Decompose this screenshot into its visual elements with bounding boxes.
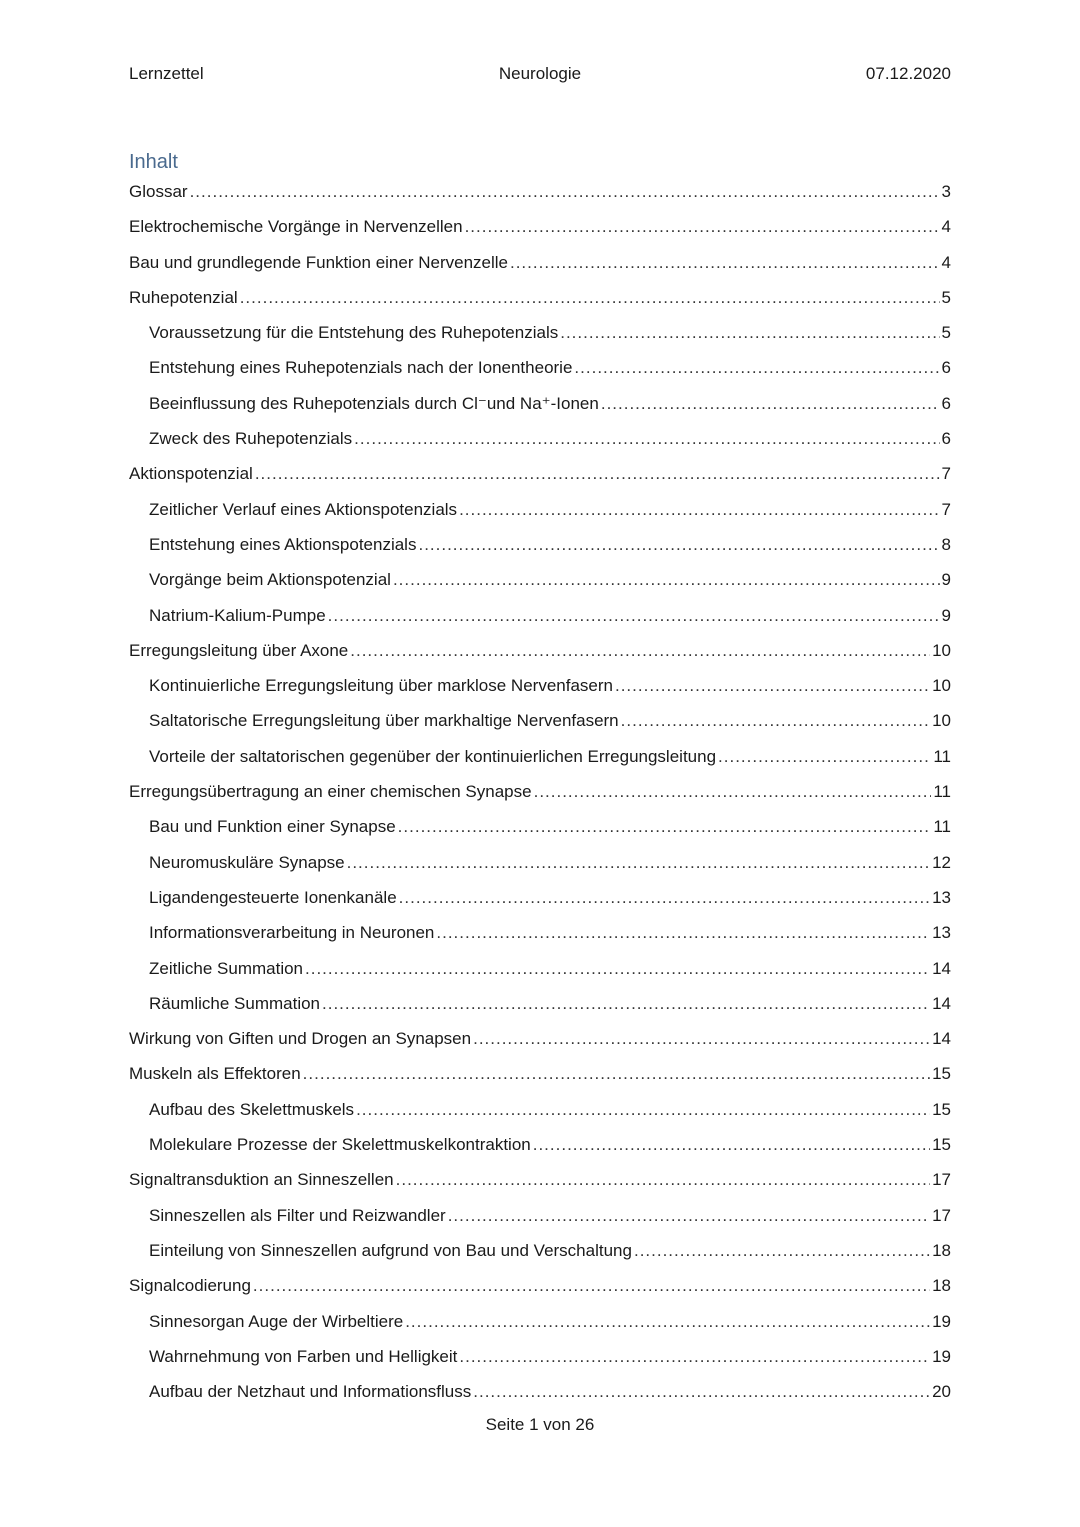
toc-entry-page-number: 14	[932, 993, 951, 1013]
toc-entry[interactable]	[129, 988, 951, 1023]
toc-dot-leader	[634, 1235, 930, 1267]
header-left-text: Lernzettel	[129, 64, 204, 83]
toc-dot-leader	[560, 317, 939, 349]
toc-entry-label: Neuromuskuläre Synapse	[149, 852, 345, 872]
toc-dot-leader	[448, 1200, 930, 1232]
toc-dot-leader	[459, 1341, 930, 1373]
toc-entry-page-number: 5	[941, 287, 951, 307]
toc-dot-leader	[621, 705, 930, 737]
toc-entry[interactable]	[129, 600, 951, 635]
toc-entry-page-number: 9	[941, 605, 951, 625]
toc-entry-page-number: 6	[941, 358, 951, 378]
header-date: 07.12.2020	[865, 64, 951, 83]
toc-entry[interactable]	[129, 1306, 951, 1341]
toc-entry-page-number: 17	[932, 1205, 951, 1225]
toc-entry-page-number: 12	[932, 852, 951, 872]
header-center-text: Neurologie	[498, 64, 582, 83]
toc-entry-label: Ruhepotenzial	[129, 287, 238, 307]
toc-entry-label: Muskeln als Effektoren	[129, 1064, 301, 1084]
toc-entry[interactable]	[129, 811, 951, 846]
toc-entry[interactable]	[129, 494, 951, 529]
toc-dot-leader	[718, 741, 931, 773]
toc-entry-label: Voraussetzung für die Entstehung des Ruhepotenzials	[149, 323, 559, 343]
toc-entry-label: Sinnesorgan Auge der Wirbeltiere	[149, 1311, 404, 1331]
toc-entry[interactable]	[129, 1129, 951, 1164]
toc-entry[interactable]	[129, 741, 951, 776]
toc-entry-page-number: 19	[932, 1346, 951, 1366]
toc-dot-leader	[399, 882, 930, 914]
toc-entry-page-number: 14	[932, 958, 951, 978]
toc-dot-leader	[510, 247, 940, 279]
toc-entry[interactable]	[129, 1235, 951, 1270]
toc-dot-leader	[436, 917, 930, 949]
toc-entry-page-number: 19	[932, 1311, 951, 1331]
table-of-contents	[129, 176, 951, 1411]
toc-entry-label: Aufbau der Netzhaut und Informationsfluss	[149, 1382, 472, 1402]
toc-entry-page-number: 8	[941, 534, 951, 554]
toc-entry[interactable]	[129, 1341, 951, 1376]
toc-entry-page-number: 13	[932, 887, 951, 907]
toc-entry-label: Zeitlicher Verlauf eines Aktionspotenzials	[149, 499, 458, 519]
toc-entry[interactable]	[129, 776, 951, 811]
toc-entry-page-number: 18	[932, 1240, 951, 1260]
toc-entry-label: Bau und Funktion einer Synapse	[149, 817, 396, 837]
toc-entry[interactable]	[129, 1023, 951, 1058]
toc-entry-label: Erregungsübertragung an einer chemischen Synapse	[129, 782, 532, 802]
toc-entry-page-number: 11	[933, 817, 951, 837]
toc-entry-page-number: 15	[932, 1135, 951, 1155]
toc-entry[interactable]	[129, 1164, 951, 1199]
toc-dot-leader	[574, 352, 939, 384]
toc-entry[interactable]	[129, 564, 951, 599]
toc-entry-label: Saltatorische Erregungsleitung über markhaltige Nervenfasern	[149, 711, 619, 731]
toc-entry-label: Aktionspotenzial	[129, 464, 253, 484]
toc-dot-leader	[255, 458, 940, 490]
toc-dot-leader	[473, 1376, 930, 1408]
toc-entry[interactable]	[129, 953, 951, 988]
toc-entry[interactable]	[129, 1058, 951, 1093]
toc-entry-label: Molekulare Prozesse der Skelettmuskelkontraktion	[149, 1135, 531, 1155]
toc-entry-label: Beeinflussung des Ruhepotenzials durch Cl⁻und Na⁺-Ionen	[149, 393, 599, 413]
toc-entry[interactable]	[129, 917, 951, 952]
toc-entry-label: Bau und grundlegende Funktion einer Nervenzelle	[129, 252, 508, 272]
toc-dot-leader	[473, 1023, 930, 1055]
toc-entry[interactable]	[129, 670, 951, 705]
toc-dot-leader	[354, 423, 939, 455]
toc-dot-leader	[393, 564, 940, 596]
toc-entry[interactable]	[129, 882, 951, 917]
toc-entry-page-number: 4	[941, 217, 951, 237]
toc-dot-leader	[303, 1058, 930, 1090]
toc-entry[interactable]	[129, 1376, 951, 1411]
toc-entry-page-number: 7	[941, 464, 951, 484]
toc-entry-page-number: 18	[932, 1276, 951, 1296]
toc-entry-label: Informationsverarbeitung in Neuronen	[149, 923, 435, 943]
toc-entry-page-number: 15	[932, 1064, 951, 1084]
toc-entry-page-number: 6	[941, 429, 951, 449]
toc-entry[interactable]	[129, 1200, 951, 1235]
toc-entry-label: Erregungsleitung über Axone	[129, 640, 349, 660]
toc-entry-page-number: 4	[941, 252, 951, 272]
toc-entry-label: Wahrnehmung von Farben und Helligkeit	[149, 1346, 458, 1366]
toc-entry[interactable]	[129, 529, 951, 564]
toc-entry-label: Entstehung eines Ruhepotenzials nach der Ionentheorie	[149, 358, 573, 378]
toc-dot-leader	[322, 988, 930, 1020]
toc-entry-label: Elektrochemische Vorgänge in Nervenzellen	[129, 217, 463, 237]
toc-entry[interactable]	[129, 247, 951, 282]
toc-entry-page-number: 13	[932, 923, 951, 943]
toc-entry[interactable]	[129, 847, 951, 882]
toc-entry-page-number: 10	[932, 676, 951, 696]
toc-entry[interactable]	[129, 635, 951, 670]
toc-entry-label: Signaltransduktion an Sinneszellen	[129, 1170, 394, 1190]
toc-entry[interactable]	[129, 1270, 951, 1305]
toc-entry-label: Vorgänge beim Aktionspotenzial	[149, 570, 391, 590]
toc-entry-page-number: 10	[932, 640, 951, 660]
toc-entry-label: Zeitliche Summation	[149, 958, 304, 978]
toc-entry[interactable]	[129, 352, 951, 387]
toc-dot-leader	[253, 1270, 930, 1302]
toc-entry-label: Signalcodierung	[129, 1276, 251, 1296]
toc-entry[interactable]	[129, 705, 951, 740]
toc-dot-leader	[418, 529, 939, 561]
toc-entry[interactable]	[129, 211, 951, 246]
toc-entry[interactable]	[129, 317, 951, 352]
toc-dot-leader	[328, 600, 940, 632]
toc-entry-page-number: 15	[932, 1099, 951, 1119]
toc-entry-label: Einteilung von Sinneszellen aufgrund von Bau und Verschaltung	[149, 1240, 632, 1260]
toc-entry-page-number: 10	[932, 711, 951, 731]
toc-entry-page-number: 3	[941, 182, 951, 201]
toc-entry[interactable]	[129, 458, 951, 493]
toc-entry-label: Zweck des Ruhepotenzials	[149, 429, 353, 449]
toc-dot-leader	[356, 1094, 930, 1126]
toc-heading: Inhalt	[129, 151, 178, 173]
toc-entry-page-number: 5	[941, 323, 951, 343]
toc-entry-page-number: 14	[932, 1029, 951, 1049]
toc-entry-label: Entstehung eines Aktionspotenzials	[149, 534, 417, 554]
toc-dot-leader	[305, 953, 930, 985]
toc-entry-page-number: 9	[941, 570, 951, 590]
toc-entry-label: Ligandengesteuerte Ionenkanäle	[149, 887, 397, 907]
toc-dot-leader	[459, 494, 939, 526]
toc-entry-label: Wirkung von Giften und Drogen an Synapsen	[129, 1029, 472, 1049]
toc-entry-page-number: 7	[941, 499, 951, 519]
toc-dot-leader	[347, 847, 930, 879]
toc-entry[interactable]	[129, 423, 951, 458]
page-header	[129, 64, 951, 88]
toc-dot-leader	[615, 670, 930, 702]
toc-dot-leader	[240, 282, 940, 314]
toc-entry[interactable]	[129, 388, 951, 423]
toc-dot-leader	[601, 388, 940, 420]
toc-dot-leader	[396, 1164, 930, 1196]
toc-entry-label: Natrium-Kalium-Pumpe	[149, 605, 326, 625]
toc-dot-leader	[465, 211, 940, 243]
toc-entry-page-number: 17	[932, 1170, 951, 1190]
toc-dot-leader	[350, 635, 930, 667]
toc-entry-page-number: 11	[933, 782, 951, 802]
toc-entry-label: Räumliche Summation	[149, 993, 321, 1013]
toc-entry-label: Sinneszellen als Filter und Reizwandler	[149, 1205, 446, 1225]
toc-entry-label: Aufbau des Skelettmuskels	[149, 1099, 355, 1119]
toc-entry-page-number: 6	[941, 393, 951, 413]
toc-dot-leader	[534, 776, 932, 808]
toc-entry[interactable]	[129, 282, 951, 317]
toc-entry-label: Glossar	[129, 182, 188, 201]
toc-dot-leader	[190, 176, 940, 208]
toc-entry[interactable]	[129, 176, 951, 211]
toc-dot-leader	[405, 1306, 930, 1338]
toc-entry-page-number: 20	[932, 1382, 951, 1402]
toc-entry-label: Kontinuierliche Erregungsleitung über marklose Nervenfasern	[149, 676, 613, 696]
toc-entry-label: Vorteile der saltatorischen gegenüber der kontinuierlichen Erregungsleitung	[149, 746, 717, 766]
page-footer: Seite 1 von 26	[485, 1415, 595, 1434]
toc-dot-leader	[533, 1129, 930, 1161]
toc-entry-page-number: 11	[933, 746, 951, 766]
toc-dot-leader	[398, 811, 932, 843]
toc-entry[interactable]	[129, 1094, 951, 1129]
